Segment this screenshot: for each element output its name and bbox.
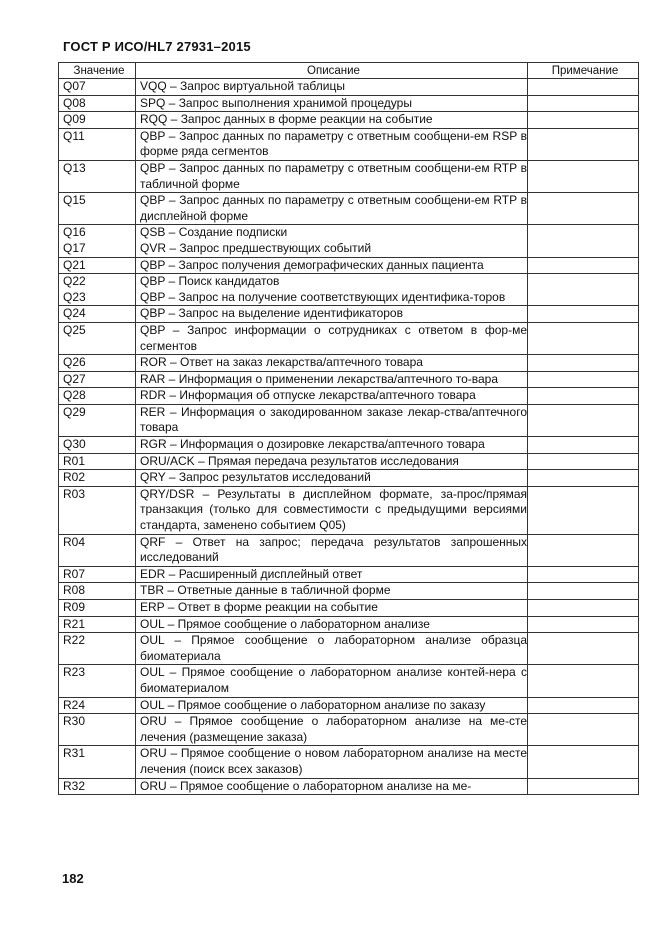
message-code: RDR	[140, 388, 166, 403]
row-description	[136, 225, 528, 241]
row-note	[528, 665, 639, 697]
message-code: EDR	[140, 566, 166, 581]
message-code: ORU	[140, 714, 167, 729]
message-code: ORU/ACK	[140, 453, 195, 468]
row-value: R22	[59, 633, 136, 665]
description-text: Прямое сообщение о лабораторном анализе	[177, 616, 430, 631]
row-value: Q13	[59, 160, 136, 192]
column-header-description: Описание	[136, 63, 528, 79]
separator-dash: –	[166, 240, 180, 255]
table-row	[59, 616, 639, 633]
row-description	[136, 633, 528, 665]
table-row	[59, 79, 639, 96]
separator-dash: –	[165, 322, 188, 337]
separator-dash: –	[164, 633, 192, 648]
row-note	[528, 453, 639, 470]
row-value: Q27	[59, 371, 136, 388]
separator-dash: –	[166, 778, 181, 793]
table-row	[59, 112, 639, 129]
row-note	[528, 95, 639, 112]
row-note	[528, 371, 639, 388]
row-value: Q21	[59, 257, 136, 274]
table-row	[59, 778, 639, 795]
separator-dash: –	[166, 355, 181, 370]
row-description	[136, 193, 528, 225]
row-note	[528, 128, 639, 160]
row-note	[528, 534, 639, 566]
row-value: R08	[59, 583, 136, 600]
row-description	[136, 290, 528, 306]
description-text: Ответ в форме реакции на событие	[177, 600, 378, 614]
row-description	[136, 95, 528, 112]
row-description	[136, 404, 528, 436]
table-row	[59, 583, 639, 600]
row-value: R01	[59, 453, 136, 470]
row-value: R21	[59, 616, 136, 633]
separator-dash: –	[165, 306, 179, 321]
row-note	[528, 746, 639, 778]
table-row	[59, 306, 639, 323]
row-description	[136, 160, 528, 192]
message-code: QVR	[140, 240, 167, 255]
separator-dash: –	[165, 257, 179, 272]
description-text: Прямое сообщение о новом лабораторном анализе на месте лечения (поиск всех заказов)	[140, 746, 527, 776]
row-description	[136, 241, 528, 257]
row-value: Q22	[59, 274, 136, 290]
row-note	[528, 583, 639, 600]
row-description	[136, 600, 528, 617]
separator-dash: –	[165, 289, 179, 304]
column-header-note: Примечание	[528, 63, 639, 79]
row-note	[528, 241, 639, 257]
message-code: VQQ	[140, 79, 167, 93]
row-description	[136, 486, 528, 534]
table-row	[59, 566, 639, 583]
message-code: OUL	[140, 665, 165, 680]
message-code: OUL	[140, 697, 165, 712]
table-row	[59, 633, 639, 665]
table-row	[59, 665, 639, 697]
separator-dash: –	[165, 371, 179, 386]
description-text: Запрос информации о сотрудниках с ответом в фор-ме сегментов	[140, 322, 527, 353]
separator-dash: –	[167, 112, 181, 127]
row-note	[528, 486, 639, 534]
table-row	[59, 371, 639, 388]
message-code: QRY/DSR	[140, 486, 195, 501]
row-note	[528, 437, 639, 454]
row-value: R31	[59, 746, 136, 778]
row-note	[528, 355, 639, 372]
separator-dash: –	[165, 566, 179, 581]
table-row	[59, 746, 639, 778]
table-row	[59, 257, 639, 274]
row-note	[528, 470, 639, 487]
row-description	[136, 616, 528, 633]
column-header-value: Значение	[59, 63, 136, 79]
table-row	[59, 404, 639, 436]
separator-dash: –	[165, 193, 180, 208]
description-text: Запрос данных по параметру с ответным сообщени-ем RTP в табличной форме	[140, 160, 527, 191]
row-value: R09	[59, 600, 136, 617]
row-note	[528, 778, 639, 795]
row-value: R24	[59, 697, 136, 714]
table-row	[59, 193, 639, 225]
row-note	[528, 388, 639, 405]
row-note	[528, 697, 639, 714]
row-value: Q28	[59, 388, 136, 405]
description-text: Запрос данных в форме реакции на событие	[180, 112, 433, 127]
table-row	[59, 534, 639, 566]
description-text: Прямая передача результатов исследования	[208, 453, 459, 468]
row-description	[136, 257, 528, 274]
row-value: R07	[59, 566, 136, 583]
row-value: Q26	[59, 355, 136, 372]
row-value: R02	[59, 470, 136, 487]
row-note	[528, 714, 639, 746]
row-value: Q29	[59, 404, 136, 436]
description-text: Запрос виртуальной таблицы	[180, 79, 345, 93]
row-note	[528, 193, 639, 225]
row-value: Q24	[59, 306, 136, 323]
separator-dash: –	[164, 600, 178, 614]
table-row	[59, 274, 639, 290]
row-description	[136, 583, 528, 600]
row-value: R03	[59, 486, 136, 534]
separator-dash: –	[166, 437, 181, 452]
description-text: Ответ на заказ лекарства/аптечного товара	[180, 355, 423, 370]
table-row	[59, 453, 639, 470]
separator-dash: –	[164, 665, 182, 680]
separator-dash: –	[165, 470, 179, 485]
separator-dash: –	[166, 746, 181, 761]
row-note	[528, 160, 639, 192]
row-value: Q07	[59, 79, 136, 96]
row-note	[528, 600, 639, 617]
separator-dash: –	[165, 160, 180, 175]
row-description	[136, 371, 528, 388]
description-text: Прямое сообщение о лабораторном анализе на ме-	[180, 778, 472, 793]
table-row	[59, 486, 639, 534]
row-value: R30	[59, 714, 136, 746]
message-code: ERP	[140, 600, 165, 614]
table-row	[59, 225, 639, 241]
description-text: Расширенный дисплейный ответ	[178, 566, 363, 581]
separator-dash: –	[165, 128, 180, 143]
separator-dash: –	[164, 583, 178, 598]
description-text: Прямое сообщение о лабораторном анализе по заказу	[177, 697, 486, 712]
message-code: OUL	[140, 633, 165, 648]
separator-dash: –	[194, 486, 218, 501]
table-row	[59, 388, 639, 405]
row-description	[136, 534, 528, 566]
message-code: QBP	[140, 289, 166, 304]
description-text: Запрос данных по параметру с ответным сообщени-ем RTP в дисплейной форме	[140, 193, 527, 223]
table-body	[59, 79, 639, 795]
table-row	[59, 714, 639, 746]
description-text: Запрос результатов исследований	[178, 470, 371, 485]
description-text: Информация об отпуске лекарства/аптечного товара	[179, 388, 476, 403]
row-description	[136, 778, 528, 795]
message-code: QRF	[140, 534, 166, 549]
description-text: Прямое сообщение о лабораторном анализе образца биоматериала	[140, 633, 527, 663]
row-description	[136, 746, 528, 778]
row-note	[528, 290, 639, 306]
message-code: SPQ	[140, 95, 166, 110]
row-value: Q15	[59, 193, 136, 225]
row-description	[136, 470, 528, 487]
separator-dash: –	[165, 225, 179, 240]
separator-dash: –	[165, 274, 179, 289]
row-value: Q11	[59, 128, 136, 160]
row-description	[136, 128, 528, 160]
table-row	[59, 355, 639, 372]
separator-dash: –	[166, 388, 180, 403]
row-note	[528, 274, 639, 290]
event-types-table	[58, 62, 639, 795]
message-code: RGR	[140, 437, 167, 452]
table-row	[59, 600, 639, 617]
message-code: RAR	[140, 371, 166, 386]
row-value: R23	[59, 665, 136, 697]
description-text: Запрос на выделение идентификаторов	[178, 306, 403, 321]
row-description	[136, 388, 528, 405]
row-note	[528, 306, 639, 323]
message-code: QBP	[140, 322, 166, 337]
description-text: Поиск кандидатов	[178, 274, 280, 289]
message-code: RQQ	[140, 112, 168, 127]
message-code: ORU	[140, 746, 167, 761]
row-description	[136, 355, 528, 372]
message-code: QBP	[140, 160, 166, 175]
row-note	[528, 322, 639, 354]
description-text: Информация о закодированном заказе лекар-ства/аптечного товара	[140, 404, 527, 435]
row-note	[528, 225, 639, 241]
row-note	[528, 257, 639, 274]
separator-dash: –	[166, 714, 190, 729]
row-note	[528, 79, 639, 96]
message-code: OUL	[140, 616, 165, 631]
message-code: QBP	[140, 193, 166, 208]
description-text: Прямое сообщение о лабораторном анализе контей-нера с биоматериалом	[140, 665, 527, 695]
description-text: Информация о дозировке лекарства/аптечного товара	[180, 437, 485, 452]
separator-dash: –	[164, 697, 178, 712]
message-code: ORU	[140, 778, 167, 793]
row-value: Q08	[59, 95, 136, 112]
message-code: QBP	[140, 274, 166, 289]
description-text: Создание подписки	[178, 225, 288, 240]
description-text: Запрос данных по параметру с ответным сообщени-ем RSP в форме ряда сегментов	[140, 128, 528, 159]
row-description	[136, 714, 528, 746]
description-text: Запрос предшествующих событий	[179, 240, 372, 255]
row-description	[136, 306, 528, 323]
table-row	[59, 160, 639, 192]
row-description	[136, 322, 528, 354]
row-description	[136, 112, 528, 129]
row-value: Q25	[59, 322, 136, 354]
message-code: QSB	[140, 225, 166, 240]
table-row	[59, 128, 639, 160]
description-text: Ответные данные в табличной форме	[177, 583, 391, 598]
table-row	[59, 470, 639, 487]
row-value: R32	[59, 778, 136, 795]
row-note	[528, 616, 639, 633]
document-header: ГОСТ Р ИСО/HL7 27931–2015	[63, 39, 251, 54]
row-value: R04	[59, 534, 136, 566]
separator-dash: –	[194, 453, 209, 468]
row-note	[528, 112, 639, 129]
row-description	[136, 697, 528, 714]
row-note	[528, 566, 639, 583]
row-value: Q23	[59, 290, 136, 306]
separator-dash: –	[166, 79, 181, 93]
description-text: Результаты в дисплейном формате, за-прос/прямая транзакция (только для совместимости с предыдущими версиями стандарта, заменено событием Q05)	[140, 486, 527, 533]
row-description	[136, 453, 528, 470]
message-code: QBP	[140, 257, 166, 272]
message-code: TBR	[140, 583, 164, 598]
table-row	[59, 290, 639, 306]
separator-dash: –	[165, 534, 193, 549]
message-code: ROR	[140, 355, 167, 370]
table-row	[59, 437, 639, 454]
description-text: Запрос выполнения хранимой процедуры	[178, 95, 412, 110]
description-text: Прямое сообщение о лабораторном анализе на ме-сте лечения (размещение заказа)	[140, 714, 527, 744]
message-code: QRY	[140, 470, 166, 485]
row-note	[528, 633, 639, 665]
description-text: Информация о применении лекарства/аптечного то-вара	[178, 371, 499, 386]
row-value: Q16	[59, 225, 136, 241]
row-description	[136, 665, 528, 697]
table-row	[59, 95, 639, 112]
row-value: Q17	[59, 241, 136, 257]
description-text: Ответ на запрос; передача результатов запрошенных исследований	[140, 534, 527, 565]
row-description	[136, 274, 528, 290]
description-text: Запрос получения демографических данных пациента	[178, 257, 484, 272]
table-header-row	[59, 63, 639, 79]
row-description	[136, 79, 528, 96]
table-row	[59, 322, 639, 354]
row-note	[528, 404, 639, 436]
row-description	[136, 437, 528, 454]
row-description	[136, 566, 528, 583]
table-row	[59, 697, 639, 714]
message-code: QBP	[140, 306, 166, 321]
row-value: Q09	[59, 112, 136, 129]
table-row	[59, 241, 639, 257]
separator-dash: –	[165, 404, 182, 419]
description-text: Запрос на получение соответствующих идентифика-торов	[178, 289, 506, 304]
message-code: QBP	[140, 128, 166, 143]
page-number: 182	[62, 871, 84, 886]
separator-dash: –	[165, 95, 179, 110]
separator-dash: –	[164, 616, 178, 631]
row-value: Q30	[59, 437, 136, 454]
message-code: RER	[140, 404, 166, 419]
